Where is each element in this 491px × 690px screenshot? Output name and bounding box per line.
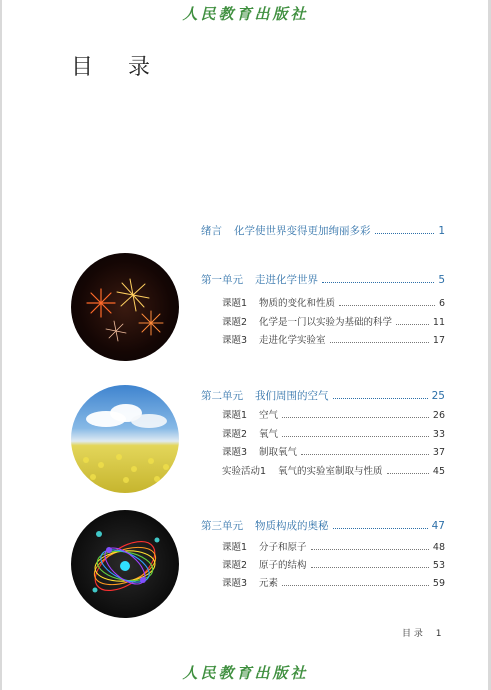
toc-lesson-title: 元素 (259, 578, 279, 589)
leader-dots (282, 585, 429, 586)
toc-lesson[interactable] (222, 295, 445, 309)
toc-unit-label: 第二单元 (201, 390, 243, 402)
leader-dots (282, 417, 429, 418)
toc-lesson-title: 氧气的实验室制取与性质 (278, 466, 383, 477)
footer-section-label: 目 录 (402, 629, 423, 639)
page-border-left (0, 0, 2, 690)
leader-dots (301, 454, 429, 455)
toc-unit-2[interactable] (201, 388, 445, 403)
page-footer (402, 626, 451, 639)
toc-lesson-label: 课题1 (222, 542, 248, 553)
leader-dots (333, 398, 428, 399)
toc-unit-title: 我们周围的空气 (255, 390, 329, 402)
toc-lesson[interactable] (222, 557, 445, 571)
leader-dots (387, 473, 429, 474)
toc-page-number: 5 (438, 274, 445, 286)
atom-structure-image (71, 510, 179, 618)
toc-lesson-title: 原子的结构 (259, 560, 307, 571)
toc-lesson-title: 物质的变化和性质 (259, 298, 336, 309)
toc-lesson[interactable] (222, 314, 445, 328)
toc-lesson[interactable] (222, 463, 445, 477)
toc-lesson[interactable] (222, 539, 445, 553)
fireworks-icon (71, 253, 179, 361)
toc-lesson-label: 实验活动1 (222, 466, 267, 477)
toc-unit-1[interactable] (201, 272, 445, 287)
leader-dots (322, 282, 434, 283)
toc-page-number: 59 (432, 578, 445, 589)
fireworks-image (71, 253, 179, 361)
toc-lesson-label: 课题2 (222, 560, 248, 571)
toc-lesson-label: 课题1 (222, 298, 248, 309)
toc-lesson-label: 课题3 (222, 335, 248, 346)
toc-lesson-label: 课题3 (222, 578, 248, 589)
atom-icon (71, 510, 179, 618)
toc-page-number: 1 (438, 225, 445, 237)
toc-preface-label: 绪言 (201, 225, 222, 237)
toc-lesson-label: 课题1 (222, 410, 248, 421)
toc-page-number: 37 (432, 447, 445, 458)
footer-page-number: 1 (435, 629, 442, 639)
toc-lesson[interactable] (222, 575, 445, 589)
toc-page-number: 26 (432, 410, 445, 421)
leader-dots (282, 436, 429, 437)
toc-page-number: 47 (431, 520, 445, 532)
page-title: 目 录 (71, 55, 164, 80)
toc-page-number: 11 (432, 317, 445, 328)
toc-lesson[interactable] (222, 332, 445, 346)
toc-lesson-label: 课题3 (222, 447, 248, 458)
leader-dots (311, 549, 429, 550)
leader-dots (339, 305, 435, 306)
toc-preface[interactable] (201, 223, 445, 238)
publisher-logo-top: 人民教育出版社 (182, 5, 309, 23)
toc-unit-title: 走进化学世界 (255, 274, 318, 286)
toc-unit-title: 物质构成的奥秘 (255, 520, 329, 532)
rapeseed-field-image (71, 385, 179, 493)
toc-lesson-title: 分子和原子 (259, 542, 307, 553)
toc-page-number: 17 (432, 335, 445, 346)
publisher-logo-bottom: 人民教育出版社 (182, 664, 309, 682)
leader-dots (333, 528, 428, 529)
toc-page-number: 48 (432, 542, 445, 553)
toc-lesson[interactable] (222, 426, 445, 440)
toc-lesson-title: 化学是一门以实验为基础的科学 (259, 317, 393, 328)
toc-page-number: 33 (432, 429, 445, 440)
leader-dots (396, 324, 429, 325)
toc-lesson-label: 课题2 (222, 429, 248, 440)
toc-page-number: 53 (432, 560, 445, 571)
toc-lesson-title: 制取氧气 (259, 447, 298, 458)
toc-lesson[interactable] (222, 407, 445, 421)
leader-dots (330, 342, 429, 343)
toc-lesson-title: 氧气 (259, 429, 279, 440)
toc-page-number: 6 (438, 298, 445, 309)
toc-lesson-title: 空气 (259, 410, 279, 421)
leader-dots (375, 233, 435, 234)
toc-unit-3[interactable] (201, 518, 445, 533)
toc-page-number: 45 (432, 466, 445, 477)
toc-preface-title: 化学使世界变得更加绚丽多彩 (234, 225, 371, 237)
toc-lesson-label: 课题2 (222, 317, 248, 328)
leader-dots (311, 567, 429, 568)
clouds-icon (71, 385, 179, 493)
toc-page-number: 25 (431, 390, 445, 402)
toc-unit-label: 第一单元 (201, 274, 243, 286)
toc-lesson-title: 走进化学实验室 (259, 335, 326, 346)
toc-unit-label: 第三单元 (201, 520, 243, 532)
toc-lesson[interactable] (222, 444, 445, 458)
